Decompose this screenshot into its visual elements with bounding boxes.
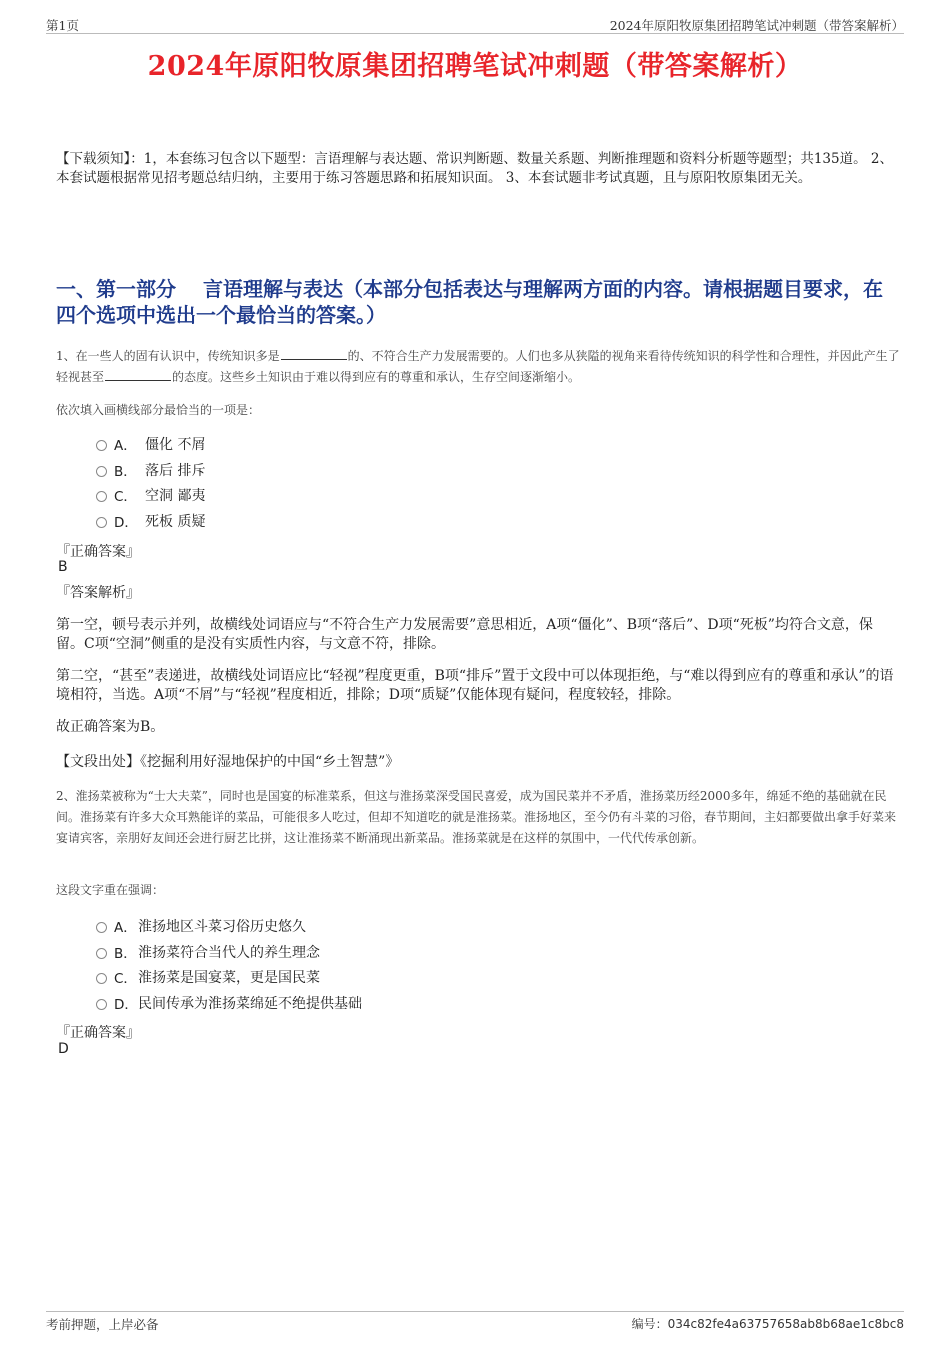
- analysis-paragraph-1: 第一空，顿号表示并列，故横线处词语应与“不符合生产力发展需要”意思相近，A项“僵化”、B项“落后”、D项“死板”均符合文意，保留。C项“空洞”侧重的是没有实质性内容，与文意不符，排除。: [56, 617, 873, 652]
- code-value: 034c82fe4a63757658ab8b68ae1c8bc8: [667, 1317, 904, 1331]
- option-a[interactable]: A． 淮扬地区斗菜习俗历史悠久: [96, 914, 796, 940]
- option-b[interactable]: B． 落后 排斥: [96, 458, 796, 484]
- section-heading: 一、第一部分 言语理解与表达（本部分包括表达与理解两方面的内容。请根据题目要求，在四个选项中选出一个最恰当的答案。）: [56, 277, 883, 327]
- radio-button[interactable]: [96, 491, 107, 502]
- correct-answer: D: [58, 1041, 69, 1057]
- radio-button[interactable]: [96, 948, 107, 959]
- question-1-prompt: 依次填入画横线部分最恰当的一项是：: [56, 403, 261, 417]
- correct-answer: B: [58, 559, 68, 575]
- document-code: [632, 1315, 904, 1332]
- page-number: 第1页: [46, 18, 79, 33]
- question-1-stem: [56, 346, 901, 388]
- radio-button[interactable]: [96, 466, 107, 477]
- question-1-stem-part2: 的、不符合生产力发展需要的。人们也多从狭隘的视角来看待传统知识的科学性和合理性，并因此产生了轻视甚至: [56, 349, 900, 384]
- radio-button[interactable]: [96, 440, 107, 451]
- option-b[interactable]: B． 淮扬菜符合当代人的养生理念: [96, 940, 796, 966]
- footer-slogan: 考前押题，上岸必备: [46, 1317, 159, 1332]
- page-footer: [46, 1311, 904, 1333]
- correct-answer-label: 『正确答案』: [56, 544, 140, 560]
- question-1-stem-part3: 的态度。这些乡土知识由于难以得到应有的尊重和承认，生存空间逐渐缩小。: [172, 370, 581, 384]
- radio-button[interactable]: [96, 973, 107, 984]
- radio-button[interactable]: [96, 999, 107, 1010]
- document-title: 2024年原阳牧原集团招聘笔试冲刺题（带答案解析）: [147, 51, 803, 82]
- option-d[interactable]: D． 死板 质疑: [96, 509, 796, 535]
- download-notice: 【下载须知】：1，本套练习包含以下题型：言语理解与表达题、常识判断题、数量关系题、判断推理题和资料分析题等题型；共135道。 2、本套试题根据常见招考题总结归纳，主要用于练习答题思路和拓展知识面。 3、本套试题非考试真题，且与原阳牧原集团无关。: [56, 151, 893, 186]
- radio-button[interactable]: [96, 922, 107, 933]
- passage-source: 【文段出处】《挖掘利用好湿地保护的中国“乡土智慧”》: [56, 754, 400, 770]
- option-c[interactable]: C． 空洞 鄙夷: [96, 483, 796, 509]
- code-label: 编号：: [631, 1317, 668, 1331]
- question-2-prompt: 这段文字重在强调：: [56, 883, 165, 897]
- page-header: [46, 14, 904, 34]
- question-1-options: [96, 432, 796, 535]
- analysis-label: 『答案解析』: [56, 585, 140, 601]
- correct-answer-label: 『正确答案』: [56, 1025, 140, 1041]
- question-1-stem-part1: 1、在一些人的固有认识中，传统知识多是: [56, 349, 280, 363]
- radio-button[interactable]: [96, 517, 107, 528]
- option-c[interactable]: C． 淮扬菜是国宴菜，更是国民菜: [96, 965, 796, 991]
- option-a[interactable]: A． 僵化 不屑: [96, 432, 796, 458]
- analysis-conclusion: 故正确答案为B。: [56, 719, 165, 735]
- option-d[interactable]: D． 民间传承为淮扬菜绵延不绝提供基础: [96, 991, 796, 1017]
- analysis-paragraph-2: 第二空，“甚至”表递进，故横线处词语应比“轻视”程度更重，B项“排斥”置于文段中可以体现拒绝，与“难以得到应有的尊重和承认”的语境相符，当选。A项“不屑”与“轻视”程度相近，排除；D项“质疑”仅能体现有疑问，程度较轻，排除。: [56, 668, 894, 703]
- question-2-stem: 2、淮扬菜被称为“士大夫菜”，同时也是国宴的标准菜系，但这与淮扬菜深受国民喜爱，成为国民菜并不矛盾，淮扬菜历经2000多年，绵延不绝的基础就在民间。淮扬菜有许多大众耳熟能详的菜品，可能很多人吃过，但却不知道吃的就是淮扬菜。淮扬地区，至今仍有斗菜的习俗，春节期间，主妇都要做出拿手好菜来宴请宾客，亲朋好友间还会进行厨艺比拼，这让淮扬菜不断涌现出新菜品。淮扬菜就是在这样的氛围中，一代代传承创新。: [56, 789, 897, 845]
- header-doc-title: 2024年原阳牧原集团招聘笔试冲刺题（带答案解析）: [609, 18, 904, 33]
- question-2-options: [96, 914, 796, 1017]
- blank-1: [281, 348, 347, 360]
- blank-2: [105, 369, 171, 381]
